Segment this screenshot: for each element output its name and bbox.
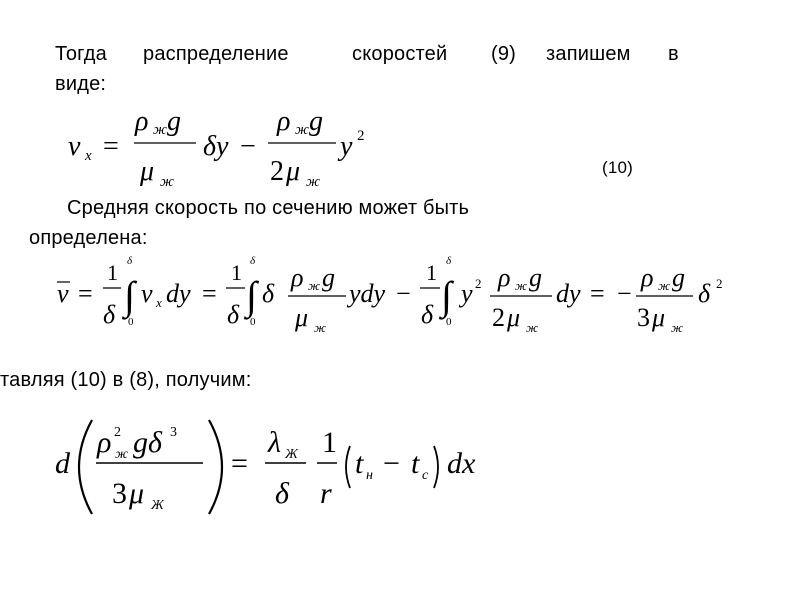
svg-text:μ: μ xyxy=(140,156,155,187)
svg-text:2: 2 xyxy=(270,156,284,187)
word: в xyxy=(668,43,679,65)
word: Тогда xyxy=(55,43,107,65)
svg-text:dy: dy xyxy=(166,279,191,308)
svg-text:ж: ж xyxy=(526,320,539,335)
paragraph-substitution: тавляя (10) в (8), получим: xyxy=(0,369,252,391)
svg-text:н: н xyxy=(366,468,373,483)
svg-text:=: = xyxy=(103,131,119,162)
svg-text:=: = xyxy=(590,279,605,308)
word: скоростей xyxy=(352,43,448,65)
svg-text:δ: δ xyxy=(127,255,133,267)
svg-text:ж: ж xyxy=(160,174,174,190)
svg-text:μ: μ xyxy=(507,303,521,332)
svg-text:2: 2 xyxy=(716,276,723,291)
svg-text:ж: ж xyxy=(658,278,671,293)
svg-text:δ: δ xyxy=(250,255,256,267)
svg-text:ж: ж xyxy=(308,278,321,293)
svg-text:v: v xyxy=(57,279,69,308)
svg-text:=: = xyxy=(78,279,93,308)
svg-text:v: v xyxy=(141,279,153,308)
svg-text:ж: ж xyxy=(115,447,129,462)
svg-text:t: t xyxy=(355,447,364,480)
svg-text:=: = xyxy=(231,447,248,480)
svg-text:∫: ∫ xyxy=(246,273,257,318)
svg-text:ρ: ρ xyxy=(498,263,511,292)
svg-text:ρ: ρ xyxy=(135,106,149,137)
word: виде: xyxy=(55,73,107,95)
svg-text:0: 0 xyxy=(250,316,256,328)
svg-text:t: t xyxy=(411,447,420,480)
svg-text:0: 0 xyxy=(128,316,134,328)
svg-text:2: 2 xyxy=(492,303,505,332)
svg-text:g: g xyxy=(672,263,685,292)
svg-text:g: g xyxy=(167,106,181,137)
svg-text:Ж: Ж xyxy=(285,447,298,462)
svg-text:ρ: ρ xyxy=(97,426,112,459)
equation-number: (10) xyxy=(602,158,634,177)
svg-text:3: 3 xyxy=(170,425,177,440)
svg-text:1: 1 xyxy=(322,426,337,459)
svg-text:g: g xyxy=(322,263,335,292)
svg-text:ж: ж xyxy=(314,320,327,335)
svg-text:ж: ж xyxy=(671,320,684,335)
svg-text:1: 1 xyxy=(426,260,437,285)
svg-text:μ: μ xyxy=(295,303,309,332)
svg-text:∫: ∫ xyxy=(124,273,135,318)
svg-text:2: 2 xyxy=(114,425,121,440)
svg-text:с: с xyxy=(422,468,429,483)
svg-text:δ: δ xyxy=(275,477,289,510)
svg-text:ж: ж xyxy=(153,122,167,138)
svg-text:v: v xyxy=(68,131,81,162)
svg-text:d: d xyxy=(55,447,70,480)
svg-text:ρ: ρ xyxy=(291,263,304,292)
svg-text:3: 3 xyxy=(637,303,650,332)
svg-text:δ: δ xyxy=(421,300,434,329)
svg-text:gδ: gδ xyxy=(133,426,162,459)
svg-text:μ: μ xyxy=(286,156,301,187)
svg-text:g: g xyxy=(529,263,542,292)
svg-text:ж: ж xyxy=(295,122,309,138)
paragraph-mean-velocity-line1: Средняя скорость по сечению может быть xyxy=(67,197,470,219)
svg-text:=: = xyxy=(202,279,217,308)
svg-text:x: x xyxy=(156,295,162,310)
svg-text:1: 1 xyxy=(231,260,242,285)
svg-text:−: − xyxy=(383,447,400,480)
svg-text:x: x xyxy=(85,148,92,164)
svg-text:ydy: ydy xyxy=(349,279,386,308)
svg-text:δ: δ xyxy=(227,300,240,329)
svg-text:g: g xyxy=(309,106,323,137)
svg-text:δ: δ xyxy=(446,255,452,267)
svg-text:μ: μ xyxy=(129,477,145,510)
svg-text:ρ: ρ xyxy=(641,263,654,292)
svg-text:δy: δy xyxy=(203,131,229,162)
svg-text:y: y xyxy=(461,279,473,308)
svg-text:2: 2 xyxy=(475,276,482,291)
svg-text:ρ: ρ xyxy=(277,106,291,137)
svg-text:−: − xyxy=(617,279,632,308)
svg-text:δ: δ xyxy=(103,300,116,329)
svg-text:Ж: Ж xyxy=(151,498,164,513)
svg-text:∫: ∫ xyxy=(441,273,452,318)
svg-text:ж: ж xyxy=(306,174,320,190)
svg-text:λ: λ xyxy=(268,426,281,459)
word: (9) xyxy=(491,43,517,65)
svg-text:2: 2 xyxy=(357,128,365,144)
svg-text:1: 1 xyxy=(107,260,118,285)
svg-text:r: r xyxy=(320,477,332,510)
paragraph-mean-velocity-line2: определена: xyxy=(29,227,148,249)
svg-text:−: − xyxy=(240,131,256,162)
svg-text:μ: μ xyxy=(652,303,666,332)
svg-text:ж: ж xyxy=(515,278,528,293)
svg-text:dy: dy xyxy=(556,279,581,308)
svg-text:δ: δ xyxy=(698,279,711,308)
word: запишем xyxy=(546,43,631,65)
svg-text:−: − xyxy=(396,279,411,308)
svg-text:dx: dx xyxy=(447,447,476,480)
svg-text:y: y xyxy=(340,131,353,162)
word: распределение xyxy=(143,43,289,65)
svg-text:δ: δ xyxy=(262,279,275,308)
svg-text:3: 3 xyxy=(112,477,127,510)
svg-text:0: 0 xyxy=(446,316,452,328)
